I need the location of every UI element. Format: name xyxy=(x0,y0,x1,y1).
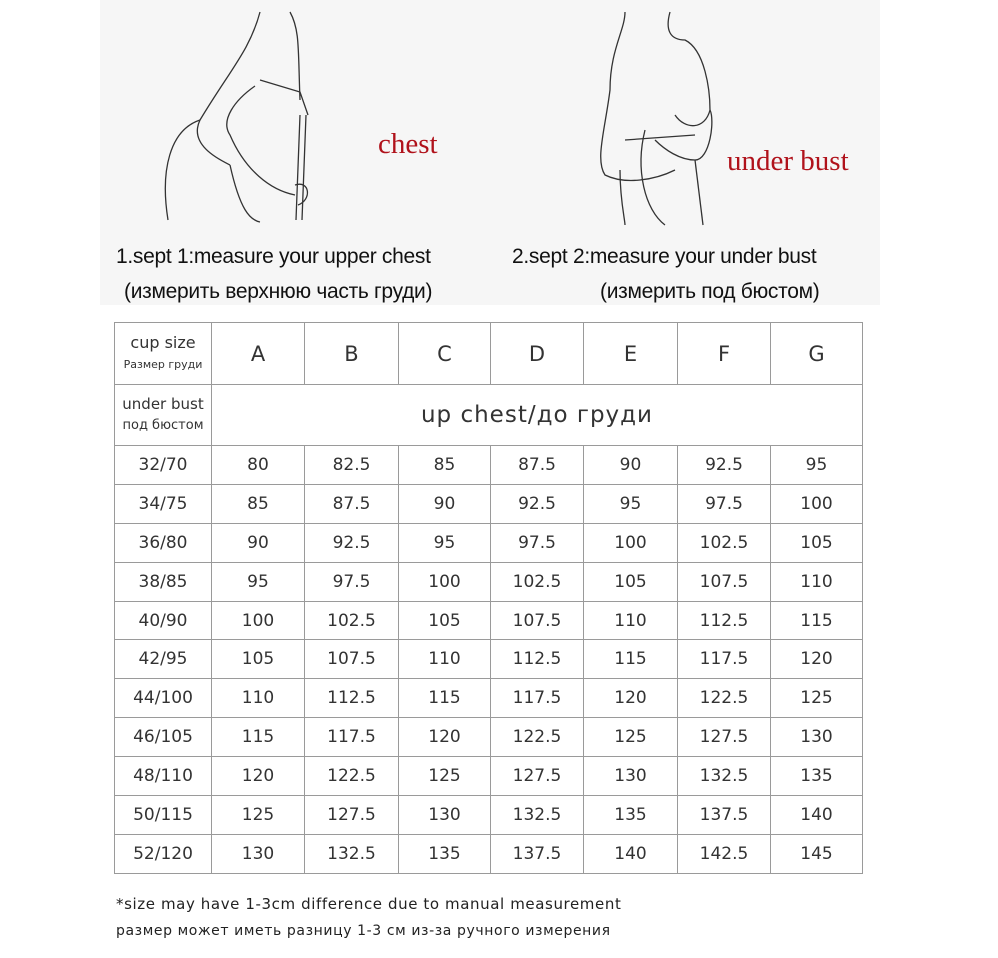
chest-value-cell: 92.5 xyxy=(678,446,771,485)
up-chest-span-label: up chest/до груди xyxy=(212,385,863,446)
chest-value-cell: 125 xyxy=(771,679,863,718)
chest-value-cell: 110 xyxy=(771,562,863,601)
band-size-cell: 38/85 xyxy=(115,562,212,601)
chest-value-cell: 92.5 xyxy=(305,523,399,562)
cup-header-row xyxy=(115,323,863,385)
band-size-cell: 44/100 xyxy=(115,679,212,718)
chest-value-cell: 127.5 xyxy=(678,718,771,757)
footnote-en: *size may have 1-3cm difference due to manual measurement xyxy=(116,895,622,913)
chest-value-cell: 120 xyxy=(771,640,863,679)
chest-value-cell: 95 xyxy=(399,523,491,562)
chest-value-cell: 142.5 xyxy=(678,834,771,873)
chest-value-cell: 97.5 xyxy=(305,562,399,601)
upper-chest-figure xyxy=(160,10,360,230)
chest-value-cell: 110 xyxy=(212,679,305,718)
chest-value-cell: 112.5 xyxy=(678,601,771,640)
chest-value-cell: 85 xyxy=(399,446,491,485)
chest-value-cell: 132.5 xyxy=(678,757,771,796)
chest-value-cell: 125 xyxy=(399,757,491,796)
cup-header: G xyxy=(771,323,863,385)
chest-value-cell: 87.5 xyxy=(305,484,399,523)
chest-value-cell: 85 xyxy=(212,484,305,523)
band-size-cell: 52/120 xyxy=(115,834,212,873)
chest-value-cell: 110 xyxy=(584,601,678,640)
chest-value-cell: 120 xyxy=(584,679,678,718)
size-row xyxy=(115,601,863,640)
chest-value-cell: 90 xyxy=(212,523,305,562)
chest-value-cell: 117.5 xyxy=(491,679,584,718)
chest-value-cell: 130 xyxy=(584,757,678,796)
chest-value-cell: 112.5 xyxy=(305,679,399,718)
step1-text: 1.sept 1:measure your upper chest xyxy=(116,245,431,268)
size-row xyxy=(115,562,863,601)
size-row xyxy=(115,718,863,757)
chest-value-cell: 102.5 xyxy=(678,523,771,562)
chest-value-cell: 132.5 xyxy=(491,796,584,835)
chest-value-cell: 115 xyxy=(399,679,491,718)
chest-value-cell: 105 xyxy=(584,562,678,601)
chest-value-cell: 122.5 xyxy=(305,757,399,796)
chest-value-cell: 100 xyxy=(584,523,678,562)
chest-value-cell: 107.5 xyxy=(678,562,771,601)
chest-value-cell: 105 xyxy=(771,523,863,562)
size-row xyxy=(115,640,863,679)
size-row xyxy=(115,523,863,562)
chest-value-cell: 87.5 xyxy=(491,446,584,485)
chest-value-cell: 125 xyxy=(584,718,678,757)
chest-value-cell: 135 xyxy=(771,757,863,796)
chest-value-cell: 102.5 xyxy=(491,562,584,601)
band-size-cell: 40/90 xyxy=(115,601,212,640)
under-bust-label: under bust xyxy=(727,145,849,177)
chest-value-cell: 102.5 xyxy=(305,601,399,640)
cup-size-header xyxy=(115,323,212,385)
cup-header: F xyxy=(678,323,771,385)
chest-value-cell: 112.5 xyxy=(491,640,584,679)
cup-header: B xyxy=(305,323,399,385)
chest-value-cell: 130 xyxy=(399,796,491,835)
chest-value-cell: 100 xyxy=(771,484,863,523)
chest-value-cell: 80 xyxy=(212,446,305,485)
cup-header: E xyxy=(584,323,678,385)
chest-value-cell: 132.5 xyxy=(305,834,399,873)
step2-text: 2.sept 2:measure your under bust xyxy=(512,245,817,268)
chest-value-cell: 115 xyxy=(771,601,863,640)
cup-size-label-ru: Размер груди xyxy=(123,357,203,371)
chest-value-cell: 127.5 xyxy=(491,757,584,796)
chest-value-cell: 82.5 xyxy=(305,446,399,485)
chest-value-cell: 140 xyxy=(584,834,678,873)
chest-value-cell: 115 xyxy=(584,640,678,679)
cup-header: D xyxy=(491,323,584,385)
chest-value-cell: 100 xyxy=(399,562,491,601)
chest-value-cell: 127.5 xyxy=(305,796,399,835)
size-row xyxy=(115,484,863,523)
chest-value-cell: 145 xyxy=(771,834,863,873)
under-bust-header-row xyxy=(115,385,863,446)
size-row xyxy=(115,757,863,796)
chest-value-cell: 117.5 xyxy=(678,640,771,679)
under-bust-figure xyxy=(585,10,775,230)
band-size-cell: 46/105 xyxy=(115,718,212,757)
chest-value-cell: 110 xyxy=(399,640,491,679)
step2-text-ru: (измерить под бюстом) xyxy=(600,280,820,303)
chest-label: chest xyxy=(378,128,438,160)
chest-value-cell: 90 xyxy=(399,484,491,523)
cup-header: A xyxy=(212,323,305,385)
chest-value-cell: 90 xyxy=(584,446,678,485)
band-size-cell: 48/110 xyxy=(115,757,212,796)
chest-value-cell: 100 xyxy=(212,601,305,640)
chest-value-cell: 115 xyxy=(212,718,305,757)
step1-text-ru: (измерить верхнюю часть груди) xyxy=(124,280,433,303)
chest-value-cell: 137.5 xyxy=(491,834,584,873)
chest-value-cell: 105 xyxy=(399,601,491,640)
chest-value-cell: 130 xyxy=(212,834,305,873)
chest-value-cell: 135 xyxy=(584,796,678,835)
chest-value-cell: 107.5 xyxy=(491,601,584,640)
band-size-cell: 42/95 xyxy=(115,640,212,679)
chest-value-cell: 97.5 xyxy=(678,484,771,523)
chest-value-cell: 125 xyxy=(212,796,305,835)
chest-value-cell: 95 xyxy=(212,562,305,601)
chest-value-cell: 120 xyxy=(399,718,491,757)
chest-value-cell: 122.5 xyxy=(491,718,584,757)
chest-value-cell: 140 xyxy=(771,796,863,835)
chest-value-cell: 137.5 xyxy=(678,796,771,835)
band-size-cell: 36/80 xyxy=(115,523,212,562)
band-size-cell: 32/70 xyxy=(115,446,212,485)
chest-value-cell: 95 xyxy=(584,484,678,523)
under-bust-label: under bust xyxy=(122,395,204,413)
under-bust-label-ru: под бюстом xyxy=(122,418,204,433)
cup-size-label: cup size xyxy=(130,332,196,352)
chest-value-cell: 117.5 xyxy=(305,718,399,757)
chest-value-cell: 130 xyxy=(771,718,863,757)
band-size-cell: 50/115 xyxy=(115,796,212,835)
size-row xyxy=(115,796,863,835)
chest-value-cell: 120 xyxy=(212,757,305,796)
chest-value-cell: 135 xyxy=(399,834,491,873)
chest-value-cell: 107.5 xyxy=(305,640,399,679)
under-bust-header xyxy=(115,385,212,446)
footnote-ru: размер может иметь разницу 1-3 см из-за ручного измерения xyxy=(116,923,611,939)
chest-value-cell: 97.5 xyxy=(491,523,584,562)
chest-value-cell: 105 xyxy=(212,640,305,679)
band-size-cell: 34/75 xyxy=(115,484,212,523)
size-row xyxy=(115,446,863,485)
chest-value-cell: 95 xyxy=(771,446,863,485)
cup-header: C xyxy=(399,323,491,385)
chest-value-cell: 92.5 xyxy=(491,484,584,523)
size-chart-table xyxy=(114,322,863,874)
size-row xyxy=(115,834,863,873)
size-row xyxy=(115,679,863,718)
chest-value-cell: 122.5 xyxy=(678,679,771,718)
